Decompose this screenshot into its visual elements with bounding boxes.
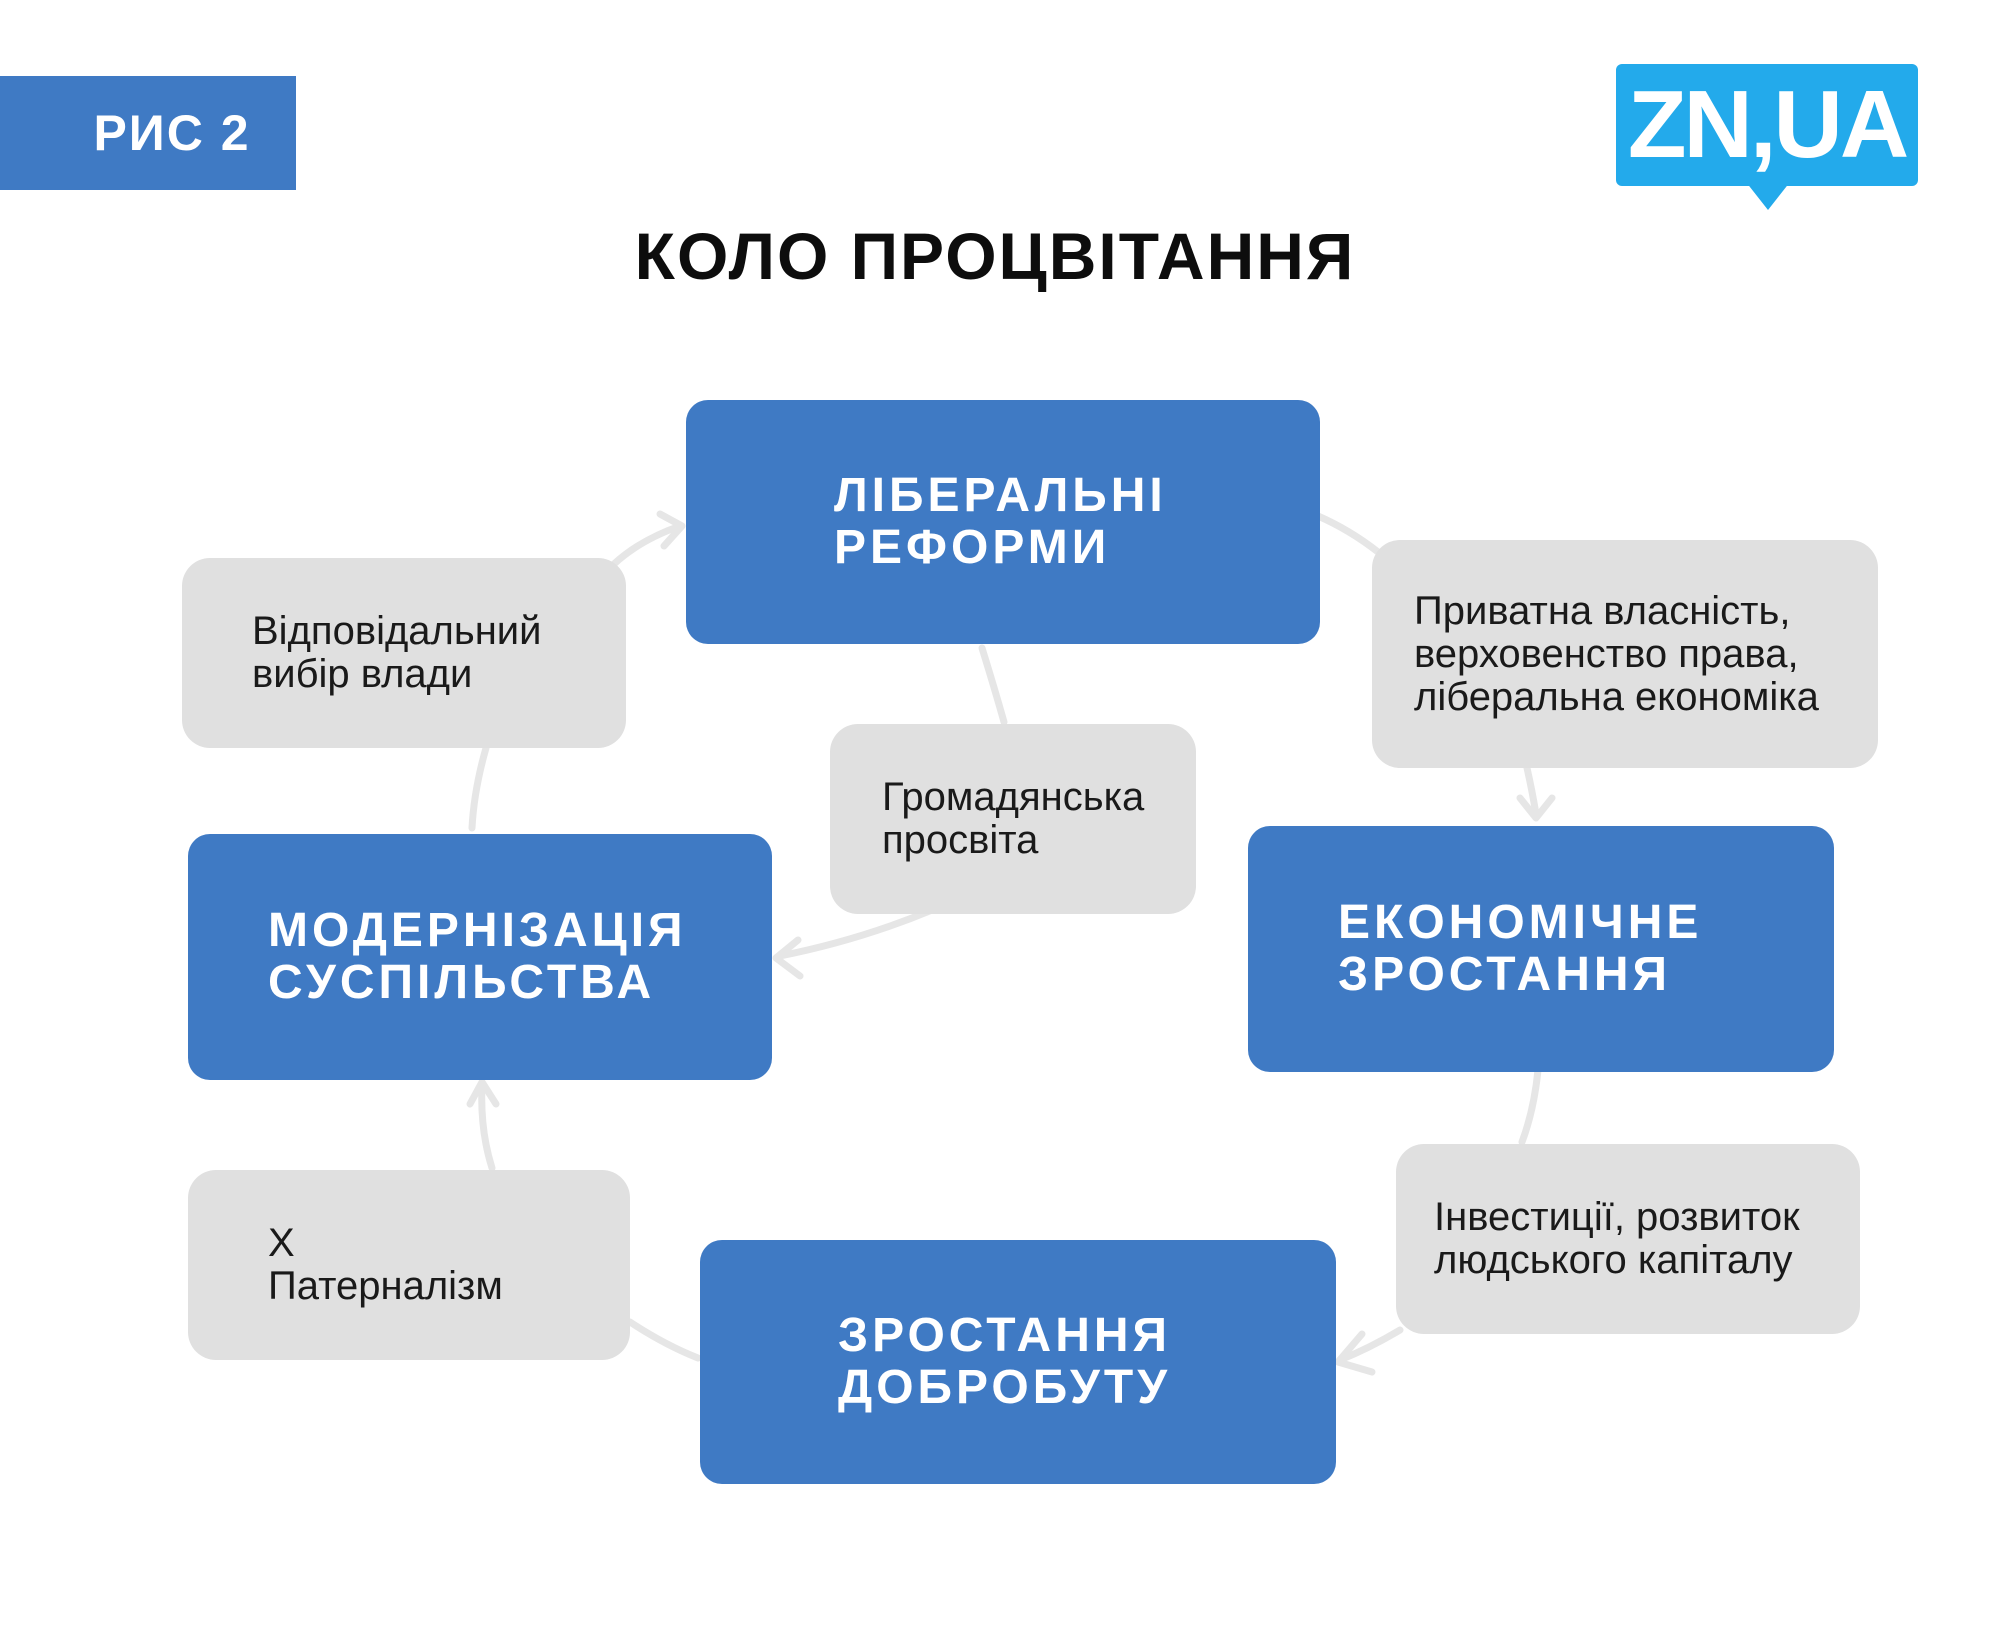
node-modernization — [188, 834, 772, 1080]
arrow-growth-to-investments — [1522, 1070, 1538, 1142]
note-line2: людського капіталу — [1434, 1238, 1793, 1282]
note-line1: Інвестиції, розвиток — [1434, 1195, 1800, 1239]
note-paternalism — [188, 1170, 630, 1360]
arrow-choice-to-reforms — [614, 526, 680, 564]
note-line1: Х — [268, 1221, 295, 1265]
note-line1: Громадянська — [882, 775, 1145, 819]
note-civic-education — [830, 724, 1196, 914]
node-label-line2: СУСПІЛЬСТВА — [268, 956, 656, 1009]
note-line2: вибір влади — [252, 652, 473, 696]
note-line3: ліберальна економіка — [1414, 674, 1819, 719]
arrow-modernization-to-choice — [472, 748, 486, 828]
note-line1: Відповідальний — [252, 609, 542, 653]
node-label-line1: ЕКОНОМІЧНЕ — [1338, 896, 1703, 949]
note-responsible-choice — [182, 558, 626, 748]
note-line1: Приватна власність, — [1414, 588, 1791, 633]
figure-label: РИС 2 — [0, 76, 296, 190]
arrow-reforms-to-education — [982, 648, 1004, 722]
note-line2: просвіта — [882, 818, 1039, 862]
arrow-reforms-to-property — [1318, 516, 1378, 552]
node-label-line1: МОДЕРНІЗАЦІЯ — [268, 904, 687, 957]
logo-text: ZN,UA — [1616, 64, 1918, 186]
node-label-line1: ЛІБЕРАЛЬНІ — [834, 469, 1167, 522]
node-label-line2: ДОБРОБУТУ — [838, 1361, 1172, 1414]
note-investments — [1396, 1144, 1860, 1334]
note-private-property — [1372, 540, 1878, 768]
node-welfare-growth — [700, 1240, 1336, 1484]
arrow-education-to-modernization — [780, 910, 932, 956]
arrowhead-modernization-side — [776, 940, 800, 976]
node-liberal-reforms — [686, 400, 1320, 644]
node-economic-growth — [1248, 826, 1834, 1072]
node-label-line2: ЗРОСТАННЯ — [1338, 948, 1672, 1001]
diagram-title: КОЛО ПРОЦВІТАННЯ — [634, 219, 1356, 293]
note-line2: верховенство права, — [1414, 631, 1799, 676]
arrow-welfare-to-paternalism — [630, 1322, 698, 1358]
node-label-line1: ЗРОСТАННЯ — [838, 1309, 1172, 1362]
node-label-line2: РЕФОРМИ — [834, 521, 1111, 574]
note-line2: Патерналізм — [268, 1264, 503, 1308]
